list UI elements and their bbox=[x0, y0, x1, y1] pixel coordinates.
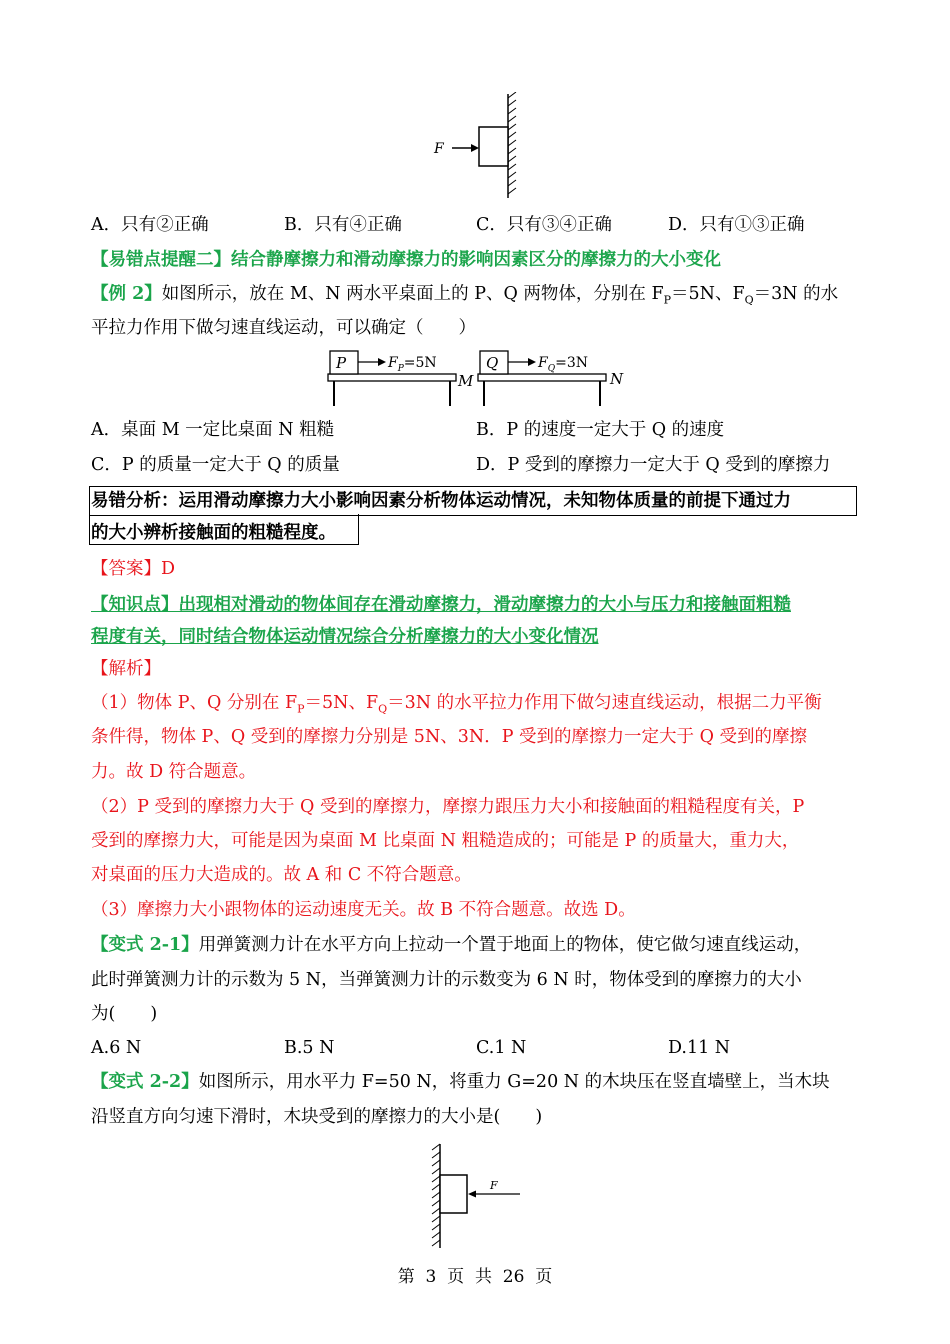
var21-tag: 【变式 2-1】 bbox=[91, 935, 199, 955]
tip2-heading: 【易错点提醒二】结合静摩擦力和滑动摩擦力的影响因素区分的摩擦力的大小变化 bbox=[91, 250, 721, 270]
explain-p2-line2: 受到的摩擦力大，可能是因为桌面 M 比桌面 N 粗糙造成的；可能是 P 的质量大，重力大， bbox=[91, 831, 800, 851]
figure-block-wall-right bbox=[420, 92, 530, 200]
var22-force-label: F bbox=[490, 1179, 498, 1192]
force-p-label: $F_P=5N$ bbox=[388, 355, 437, 374]
sub-q: Q bbox=[744, 293, 754, 307]
example2-tag: 【例 2】 bbox=[91, 284, 162, 304]
force-label: F bbox=[434, 141, 444, 157]
example2-end: ＝3N 的水 bbox=[753, 284, 839, 304]
answer: 【答案】D bbox=[91, 559, 176, 579]
explain-p1-a: （1）物体 P、Q 分别在 F bbox=[91, 693, 298, 713]
ex2-option-d: D．P 受到的摩擦力一定大于 Q 受到的摩擦力 bbox=[476, 455, 831, 475]
example2-text: 如图所示，放在 M、N 两水平桌面上的 P、Q 两物体，分别在 F bbox=[161, 284, 664, 304]
figure-block-wall-left bbox=[428, 1142, 528, 1250]
ex2-option-c: C．P 的质量一定大于 Q 的质量 bbox=[91, 455, 340, 475]
explain-p1-line1 bbox=[91, 691, 822, 722]
table-n-label: N bbox=[610, 370, 624, 388]
var22-line1 bbox=[91, 1070, 830, 1094]
knowledge-line2: 程度有关，同时结合物体运动情况综合分析摩擦力的大小变化情况 bbox=[91, 627, 599, 647]
var21-line1 bbox=[91, 933, 811, 957]
explain-p1-line3: 力。故 D 符合题意。 bbox=[91, 762, 257, 782]
var21-text: 用弹簧测力计在水平方向上拉动一个置于地面上的物体，使它做匀速直线运动， bbox=[198, 935, 812, 955]
explain-p1-b: ＝5N、F bbox=[304, 693, 379, 713]
q1-option-c: C．只有③④正确 bbox=[476, 215, 612, 235]
q1-option-d: D．只有①③正确 bbox=[668, 215, 805, 235]
block-p-label: P bbox=[336, 354, 347, 372]
example2-line1 bbox=[91, 282, 838, 313]
explain-sub-p: P bbox=[297, 702, 305, 716]
knowledge-line1: 【知识点】出现相对滑动的物体间存在滑动摩擦力，滑动摩擦力的大小与压力和接触面粗糙 bbox=[91, 595, 791, 615]
var21-line3: 为( ) bbox=[91, 1004, 158, 1024]
analysis-line1: 易错分析：运用滑动摩擦力大小影响因素分析物体运动情况，未知物体质量的前提下通过力 bbox=[91, 491, 791, 511]
explain-p1-line2: 条件得，物体 P、Q 受到的摩擦力分别是 5N、3N．P 受到的摩擦力一定大于 Q 受到的摩擦 bbox=[91, 727, 808, 747]
sub-p: P bbox=[663, 293, 671, 307]
var21-option-b: B.5 N bbox=[284, 1038, 335, 1058]
analysis-line2: 的大小辨析接触面的粗糙程度。 bbox=[91, 523, 336, 543]
var21-option-d: D.11 N bbox=[668, 1038, 731, 1058]
var22-line2: 沿竖直方向匀速下滑时，木块受到的摩擦力的大小是( ) bbox=[91, 1107, 543, 1127]
q1-option-a: A．只有②正确 bbox=[91, 215, 209, 235]
figure-two-tables bbox=[320, 346, 640, 410]
table-m-label: M bbox=[458, 372, 474, 390]
var22-text: 如图所示，用水平力 F=50 N，将重力 G=20 N 的木块压在竖直墙壁上，当木块 bbox=[198, 1072, 830, 1092]
var21-option-c: C.1 N bbox=[476, 1038, 527, 1058]
ex2-option-a: A．桌面 M 一定比桌面 N 粗糙 bbox=[91, 420, 335, 440]
var22-tag: 【变式 2-2】 bbox=[91, 1072, 199, 1092]
q1-option-b: B．只有④正确 bbox=[284, 215, 402, 235]
explain-p2-line1: （2）P 受到的摩擦力大于 Q 受到的摩擦力，摩擦力跟压力大小和接触面的粗糙程度有关，P bbox=[91, 797, 805, 817]
explain-sub-q: Q bbox=[378, 702, 388, 716]
example2-mid: ＝5N、F bbox=[671, 284, 745, 304]
ex2-option-b: B．P 的速度一定大于 Q 的速度 bbox=[476, 420, 725, 440]
explain-p3: （3）摩擦力大小跟物体的运动速度无关。故 B 不符合题意。故选 D。 bbox=[91, 900, 636, 920]
page-footer: 第 3 页 共 26 页 bbox=[397, 1267, 553, 1287]
force-q-label: $F_Q=3N$ bbox=[538, 355, 588, 374]
example2-line2: 平拉力作用下做匀速直线运动，可以确定（ ） bbox=[91, 318, 476, 338]
var21-line2: 此时弹簧测力计的示数为 5 N，当弹簧测力计的示数变为 6 N 时，物体受到的摩擦力的大小 bbox=[91, 970, 802, 990]
explain-p1-c: ＝3N 的水平拉力作用下做匀速直线运动，根据二力平衡 bbox=[387, 693, 822, 713]
var21-option-a: A.6 N bbox=[91, 1038, 142, 1058]
explain-p2-line3: 对桌面的压力大造成的。故 A 和 C 不符合题意。 bbox=[91, 865, 472, 885]
explain-tag: 【解析】 bbox=[91, 659, 161, 679]
block-q-label: Q bbox=[486, 354, 499, 372]
